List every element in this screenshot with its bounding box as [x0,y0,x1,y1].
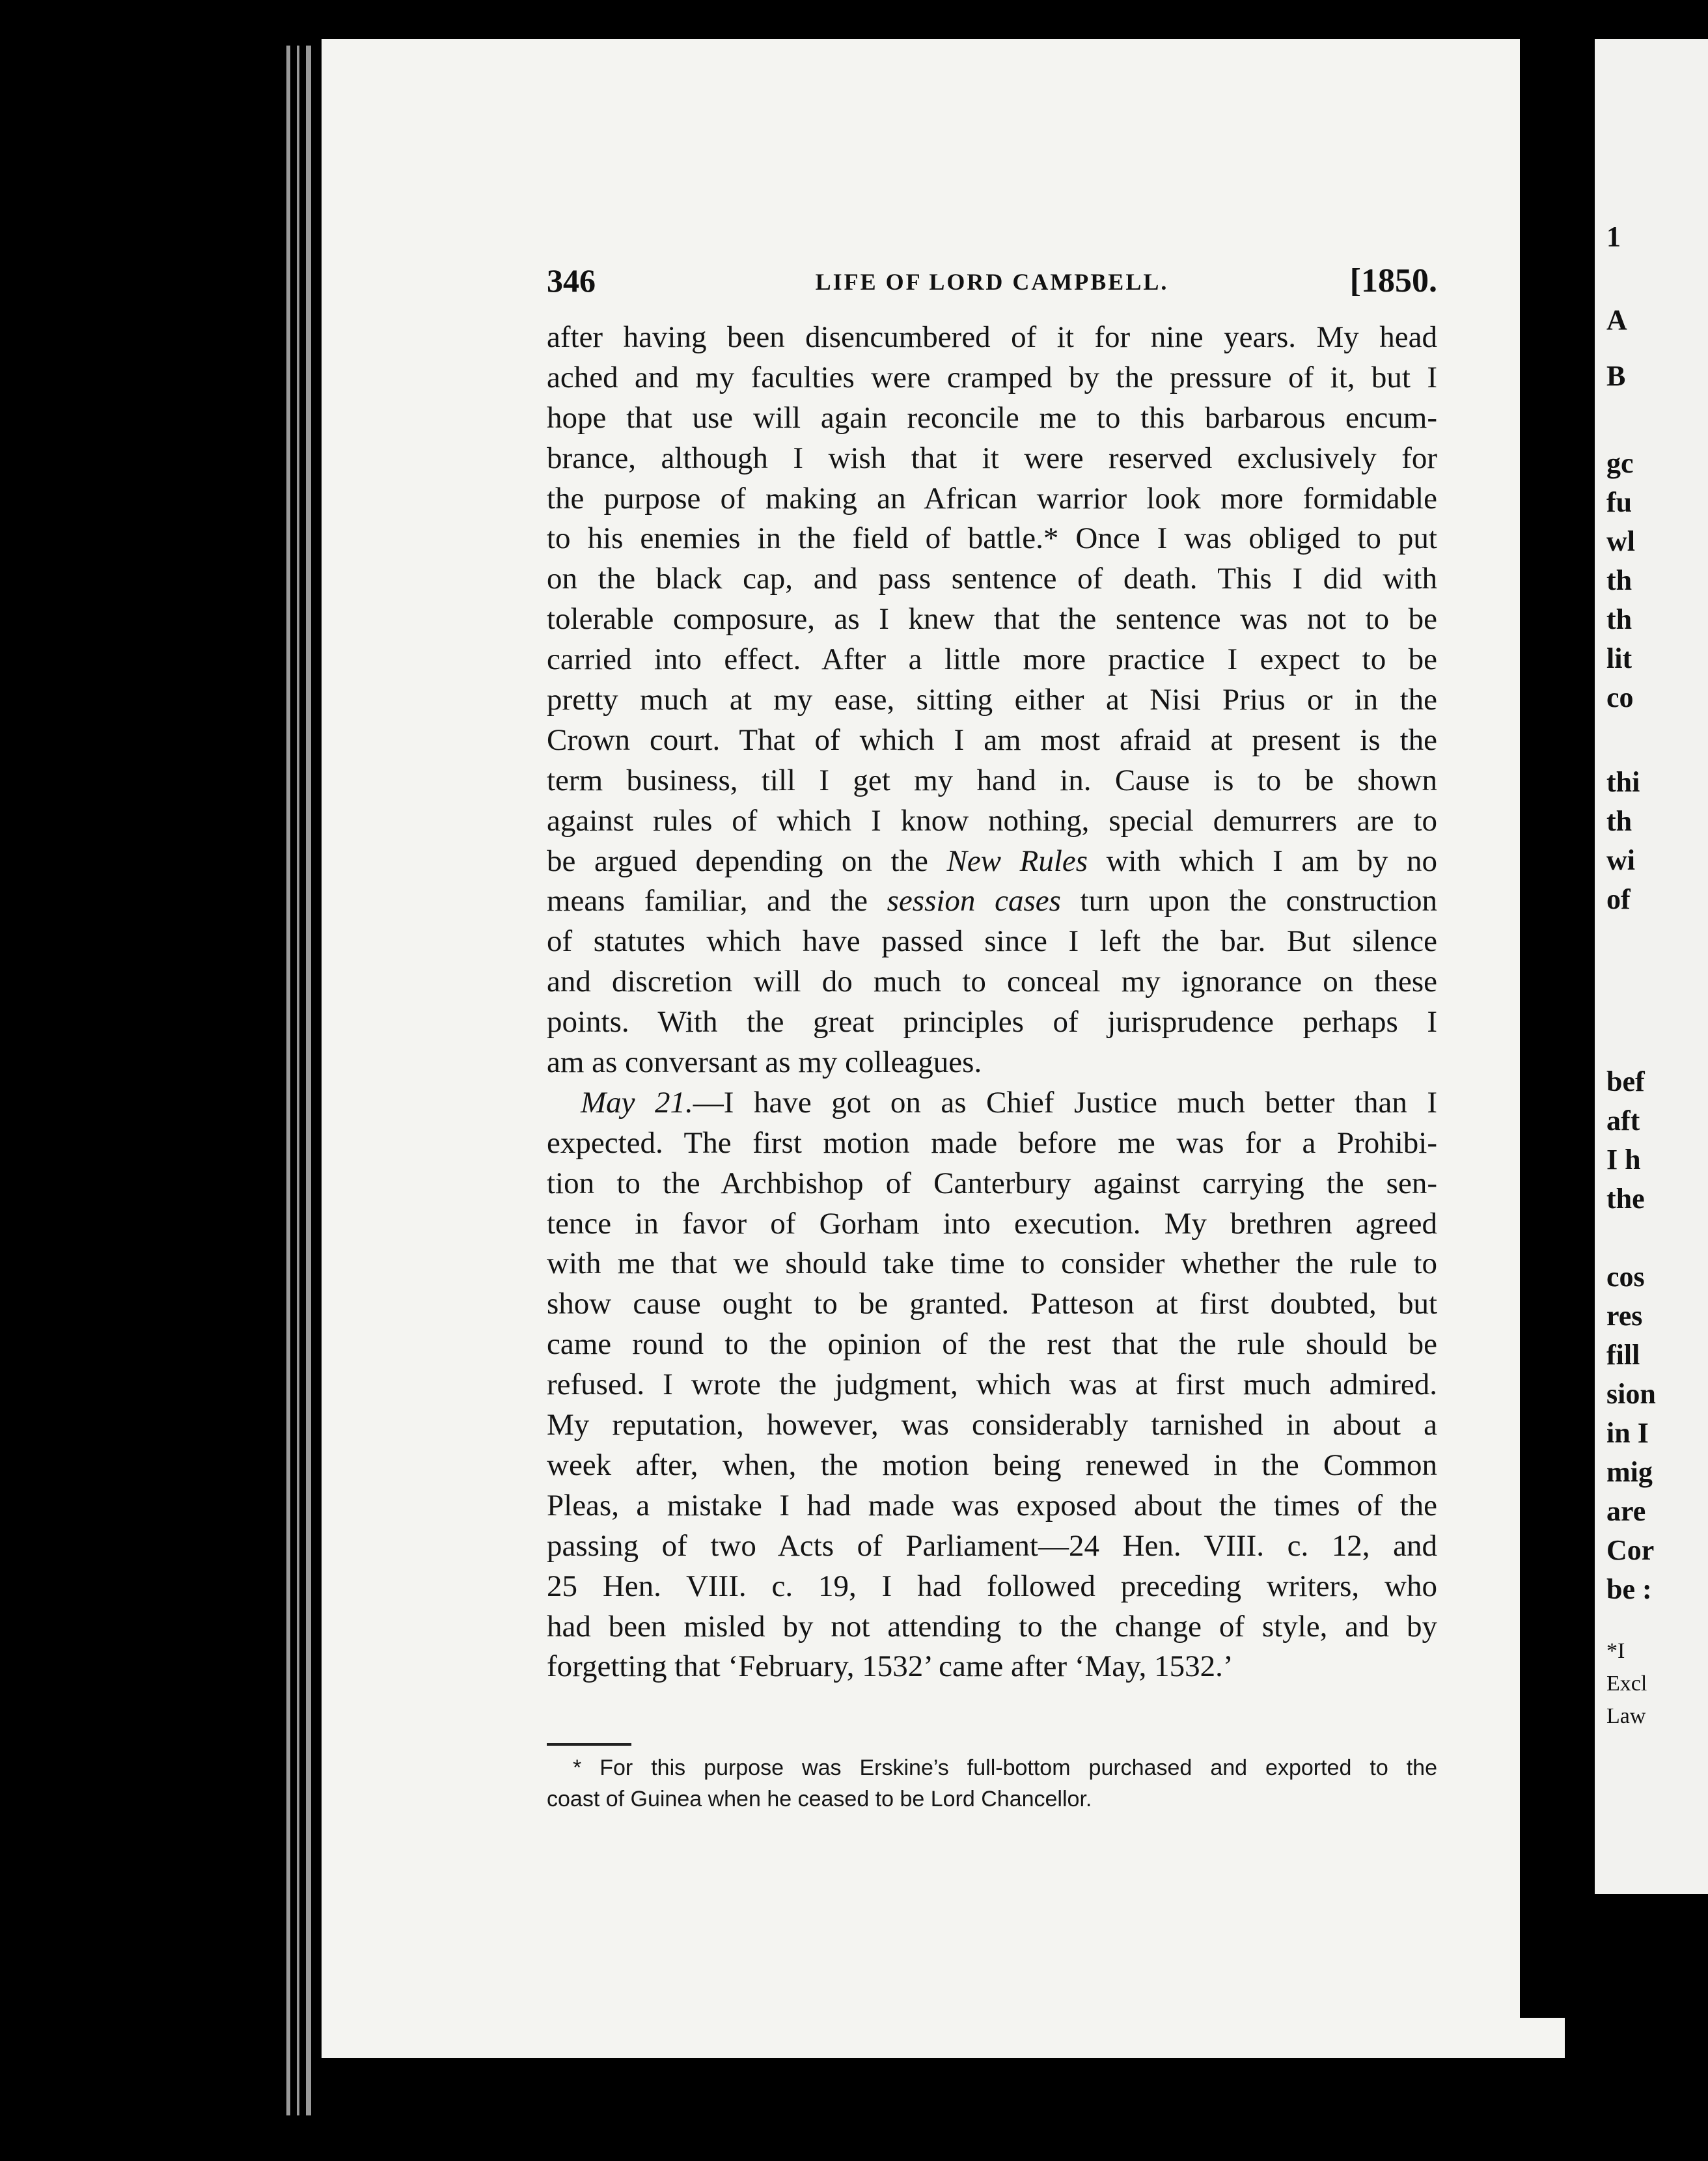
body-text [547,318,1437,1687]
text-run: turn upon the construction [1060,884,1437,918]
text-line: Crown court. That of which I am most afraid at present is the [547,723,1437,757]
italic-run: session cases [887,884,1061,918]
text-line: week after, when, the motion being renewed in the Common [547,1448,1437,1482]
adjacent-page-text: Excl [1606,1672,1647,1696]
text-run: with which I am by no [1088,844,1437,878]
text-line [547,842,1437,882]
footnote-line: * For this purpose was Erskine’s full-bottom purchased and exported to the [573,1755,1437,1780]
page-edge-line [297,46,299,2115]
text-run: —I have got on as Chief Justice much better than I [693,1085,1437,1120]
text-line: My reputation, however, was considerably tarnished in about a [547,1408,1437,1442]
text-line: on the black cap, and pass sentence of death. This I did with [547,562,1437,596]
adjacent-page-text: res [1606,1300,1643,1332]
text-line: with me that we should take time to consider whether the rule to [547,1246,1437,1281]
adjacent-page-text: in I [1606,1417,1649,1449]
adjacent-page-text: th [1606,564,1632,596]
text-line: pretty much at my ease, sitting either at Nisi Prius or in the [547,683,1437,717]
text-line: points. With the great principles of jurisprudence perhaps I [547,1005,1437,1039]
adjacent-page-text: A [1606,304,1627,336]
text-line: passing of two Acts of Parliament—24 Hen. VIII. c. 12, and [547,1528,1437,1563]
adjacent-page-fragment [1595,39,1708,1894]
adjacent-page-text: the [1606,1183,1645,1215]
text-line: show cause ought to be granted. Patteson at first doubted, but [547,1287,1437,1321]
adjacent-page-text: aft [1606,1105,1640,1136]
footnote-line: coast of Guinea when he ceased to be Lord Chancellor. [547,1787,1092,1811]
page-edge-line [286,46,290,2115]
page-edge-line [306,46,311,2115]
adjacent-page-text: lit [1606,642,1632,674]
adjacent-page-text: Cor [1606,1534,1655,1566]
adjacent-page-text: gc [1606,447,1634,479]
text-line: ached and my faculties were cramped by the pressure of it, but I [547,360,1437,394]
text-run: be argued depending on the [547,844,947,878]
adjacent-page-text: th [1606,805,1632,837]
text-line: am as conversant as my colleagues. [547,1045,982,1080]
text-line: to his enemies in the field of battle.* Once I was obliged to put [547,521,1437,556]
text-run: means familiar, and the [547,884,887,918]
adjacent-page-text: fu [1606,486,1632,518]
text-line [547,1083,1437,1123]
book-binding-shadow [0,0,319,2161]
adjacent-page-text: co [1606,681,1634,713]
adjacent-page-text: thi [1606,766,1640,798]
page-number: 346 [547,262,596,299]
text-line: Pleas, a mistake I had made was exposed about the times of the [547,1488,1437,1522]
adjacent-page-text: fill [1606,1339,1640,1371]
text-line: of statutes which have passed since I left the bar. But silence [547,924,1437,959]
page-header [547,262,1437,307]
text-line: 25 Hen. VIII. c. 19, I had followed preceding writers, who [547,1569,1437,1603]
text-line: and discretion will do much to conceal my ignorance on these [547,965,1437,999]
adjacent-page-text: are [1606,1495,1646,1527]
adjacent-page-text: th [1606,603,1632,635]
text-line: came round to the opinion of the rest that the rule should be [547,1327,1437,1362]
adjacent-page-text: *I [1606,1639,1625,1663]
text-line: term business, till I get my hand in. Cause is to be shown [547,763,1437,797]
footnote [547,1752,1437,1815]
text-line: against rules of which I know nothing, special demurrers are to [547,803,1437,838]
italic-run: New Rules [946,844,1088,878]
text-line: after having been disencumbered of it for nine years. My head [547,320,1437,354]
adjacent-page-text: be : [1606,1573,1652,1605]
text-line: the purpose of making an African warrior look more formidable [547,481,1437,516]
adjacent-page-text: B [1606,360,1626,392]
text-line [547,881,1437,922]
text-line: carried into effect. After a little more practice I expect to be [547,642,1437,677]
header-year: [1850. [1349,262,1437,299]
text-line: refused. I wrote the judgment, which was at first much admired. [547,1368,1437,1402]
adjacent-page-text: 1 [1606,221,1621,253]
adjacent-page-text: wl [1606,525,1635,557]
adjacent-page-text: mig [1606,1456,1653,1488]
gutter-shadow [1520,39,1595,2018]
adjacent-page-text: cos [1606,1261,1645,1293]
text-line: tion to the Archbishop of Canterbury against carrying the sen- [547,1166,1437,1200]
adjacent-page-text: Law [1606,1704,1646,1728]
text-line: hope that use will again reconcile me to this barbarous encum- [547,400,1437,435]
text-line: brance, although I wish that it were reserved exclusively for [547,441,1437,475]
text-line: expected. The first motion made before me was for a Prohibi- [547,1125,1437,1160]
book-page [322,39,1565,2058]
text-line: had been misled by not attending to the change of style, and by [547,1609,1437,1644]
footnote-rule [547,1743,631,1746]
running-title: LIFE OF LORD CAMPBELL. [815,269,1169,295]
adjacent-page-text: of [1606,883,1631,915]
adjacent-page-text: wi [1606,844,1635,876]
adjacent-page-text: sion [1606,1378,1656,1410]
text-line: tolerable composure, as I knew that the sentence was not to be [547,602,1437,637]
adjacent-page-text: I h [1606,1144,1641,1176]
text-line: tence in favor of Gorham into execution. My brethren agreed [547,1206,1437,1241]
adjacent-page-text: bef [1606,1066,1645,1097]
text-line: forgetting that ‘February, 1532’ came after ‘May, 1532.’ [547,1649,1233,1684]
italic-run: May 21. [581,1085,693,1120]
